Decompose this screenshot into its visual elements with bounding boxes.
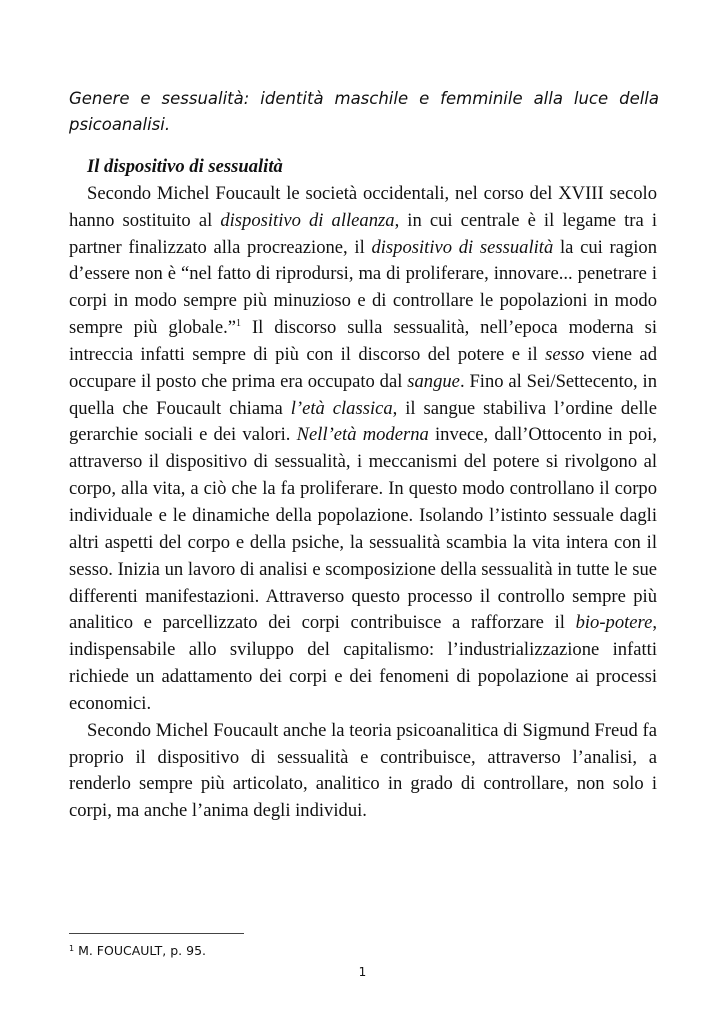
paragraph-2: Secondo Michel Foucault anche la teoria psicoanalitica di Sigmund Freud fa proprio il dispositivo di sessualità e contribuisce, attraverso l’analisi, a renderlo sempre più articolato, analitico in grado di controllare, non solo i corpi, ma anche l’anima degli individui. [69,719,657,822]
footnote [69,941,206,959]
p1-italic-eta-classica: l’età classica [290,397,393,419]
footnote-separator [69,933,244,934]
footnote-reference[interactable]: 1 [236,318,242,330]
p1-text-7: , il sangue stabiliva l’ordine delle gerarchie sociali e dei valori. [69,397,657,446]
p1-text-8: invece, dall’Ottocento in poi, attraverso il dispositivo di sessualità, i meccanismi del potere si rivolgono al corpo, alla vita, a ciò che la fa proliferare. In questo modo controllano il corpo individuale e le dinamiche della popolazione. Isolando l’istinto sessuale dagli altri aspetti del corpo e della psiche, la sessualità scambia la vita intera con il sesso. Inizia un lavoro di analisi e scomposizione della sessualità in tutte le sue differenti manifestazioni. Attraverso questo processo il controllo sempre più analitico e parcellizzato dei corpi contribuisce a rafforzare il [69,424,657,634]
p1-text-5: viene ad occupare il posto che prima era occupato dal [69,343,657,392]
p1-text-1: Secondo Michel Foucault le società occidentali, nel corso del XVIII secolo hanno sostituito al [69,182,657,231]
p1-text-6: . Fino al Sei/Settecento, in quella che Foucault chiama [69,370,657,419]
paragraph-1 [69,181,657,718]
document-title: Genere e sessualità: identità maschile e femminile alla luce della psicoanalisi. [69,89,659,134]
p1-text-9: , indispensabile allo sviluppo del capitalismo: l’industrializzazione infatti richiede un adattamento dei corpi e dei fenomeni di popolazione ai processi economici. [69,612,657,714]
p1-italic-eta-moderna: Nell’età moderna [296,424,429,446]
p1-italic-bio-potere: bio-potere [575,612,653,634]
p1-text-3: la cui ragion d’essere non è “nel fatto di riprodursi, ma di proliferare, innovare... penetrare i corpi in modo sempre più minuzioso e di controllare le popolazioni in modo sempre più globale.” [69,236,657,339]
section-body [69,154,657,825]
footnote-marker: 1 [69,944,75,953]
p1-text-2: , in cui centrale è il legame tra i partner finalizzato alla procreazione, il [69,209,657,258]
p1-italic-dispositivo-alleanza: dispositivo di alleanza [220,209,395,231]
p1-italic-sesso: sesso [545,343,585,365]
p1-italic-sangue: sangue [407,370,460,392]
p1-text-4: Il discorso sulla sessualità, nell’epoca moderna si intreccia infatti sempre di più con il discorso del potere e il [69,317,657,365]
p1-italic-dispositivo-sessualita: dispositivo di sessualità [371,236,554,258]
section-heading: Il dispositivo di sessualità [87,156,283,177]
page-number: 1 [358,965,367,979]
footnote-text: M. FOUCAULT, p. 95. [74,943,206,958]
